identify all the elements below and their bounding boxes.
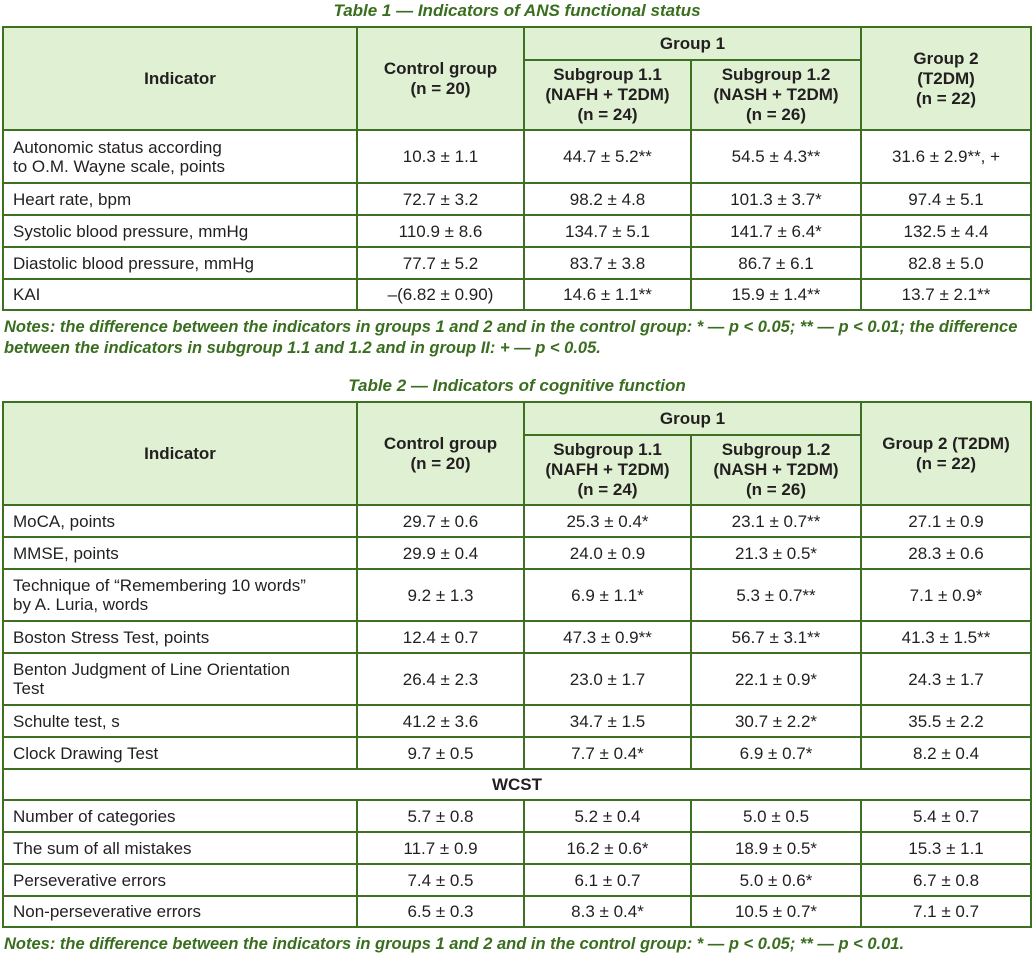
row-sub12: 86.7 ± 6.1 bbox=[691, 247, 861, 279]
section-label-wcst: WCST bbox=[3, 769, 1031, 800]
table1-header-sub12: Subgroup 1.2 (NASH + T2DM) (n = 26) bbox=[691, 60, 861, 130]
row-group2: 35.5 ± 2.2 bbox=[861, 705, 1031, 737]
table1-notes: Notes: the difference between the indicators in groups 1 and 2 and in the control group: * — p < 0.05; ** — p < 0.01; the difference between the indicators in subgroup 1.1 and 1.2 and in group II: + — p < 0.05. bbox=[4, 318, 1018, 357]
table-row bbox=[3, 800, 1031, 832]
table1-header-sub11: Subgroup 1.1 (NAFH + T2DM) (n = 24) bbox=[524, 60, 691, 130]
row-indicator: Non-perseverative errors bbox=[3, 896, 357, 927]
table-row bbox=[3, 621, 1031, 653]
row-indicator: Number of categories bbox=[3, 800, 357, 832]
row-indicator: Autonomic status according to O.M. Wayne scale, points bbox=[3, 130, 357, 183]
row-indicator: MMSE, points bbox=[3, 537, 357, 569]
row-group2: 27.1 ± 0.9 bbox=[861, 505, 1031, 537]
row-group2: 31.6 ± 2.9**, + bbox=[861, 130, 1031, 183]
table1-caption: Table 1 — Indicators of ANS functional status bbox=[333, 1, 701, 20]
row-control: 5.7 ± 0.8 bbox=[357, 800, 524, 832]
row-sub11: 25.3 ± 0.4* bbox=[524, 505, 691, 537]
row-indicator: The sum of all mistakes bbox=[3, 832, 357, 864]
row-control: 29.9 ± 0.4 bbox=[357, 537, 524, 569]
table-row bbox=[3, 864, 1031, 896]
row-sub12: 15.9 ± 1.4** bbox=[691, 279, 861, 310]
row-indicator: Heart rate, bpm bbox=[3, 183, 357, 215]
row-sub11: 24.0 ± 0.9 bbox=[524, 537, 691, 569]
row-sub11: 44.7 ± 5.2** bbox=[524, 130, 691, 183]
row-indicator: Systolic blood pressure, mmHg bbox=[3, 215, 357, 247]
table-row bbox=[3, 705, 1031, 737]
table1-header-group2: Group 2 (T2DM) (n = 22) bbox=[861, 27, 1031, 130]
row-control: 6.5 ± 0.3 bbox=[357, 896, 524, 927]
row-group2: 8.2 ± 0.4 bbox=[861, 737, 1031, 769]
row-sub11: 23.0 ± 1.7 bbox=[524, 653, 691, 705]
row-sub12: 5.0 ± 0.5 bbox=[691, 800, 861, 832]
row-sub12: 23.1 ± 0.7** bbox=[691, 505, 861, 537]
row-group2: 7.1 ± 0.9* bbox=[861, 569, 1031, 621]
row-indicator: Diastolic blood pressure, mmHg bbox=[3, 247, 357, 279]
row-group2: 28.3 ± 0.6 bbox=[861, 537, 1031, 569]
row-group2: 97.4 ± 5.1 bbox=[861, 183, 1031, 215]
row-indicator: Schulte test, s bbox=[3, 705, 357, 737]
table-row bbox=[3, 183, 1031, 215]
table2 bbox=[2, 401, 1032, 928]
row-sub12: 22.1 ± 0.9* bbox=[691, 653, 861, 705]
row-indicator: Technique of “Remembering 10 words” by A. Luria, words bbox=[3, 569, 357, 621]
table2-header-indicator: Indicator bbox=[3, 402, 357, 505]
row-sub12: 141.7 ± 6.4* bbox=[691, 215, 861, 247]
table-row bbox=[3, 279, 1031, 310]
table-row bbox=[3, 215, 1031, 247]
row-indicator: Perseverative errors bbox=[3, 864, 357, 896]
row-group2: 82.8 ± 5.0 bbox=[861, 247, 1031, 279]
row-sub11: 16.2 ± 0.6* bbox=[524, 832, 691, 864]
row-sub12: 21.3 ± 0.5* bbox=[691, 537, 861, 569]
row-sub11: 134.7 ± 5.1 bbox=[524, 215, 691, 247]
row-control: 41.2 ± 3.6 bbox=[357, 705, 524, 737]
row-control: 110.9 ± 8.6 bbox=[357, 215, 524, 247]
row-sub12: 56.7 ± 3.1** bbox=[691, 621, 861, 653]
row-control: 10.3 ± 1.1 bbox=[357, 130, 524, 183]
row-group2: 132.5 ± 4.4 bbox=[861, 215, 1031, 247]
table-row bbox=[3, 653, 1031, 705]
table1-header-group1: Group 1 bbox=[524, 27, 861, 60]
row-sub12: 18.9 ± 0.5* bbox=[691, 832, 861, 864]
row-control: 9.2 ± 1.3 bbox=[357, 569, 524, 621]
table-row bbox=[3, 896, 1031, 927]
table2-notes: Notes: the difference between the indicators in groups 1 and 2 and in the control group: * — p < 0.05; ** — p < 0.01. bbox=[4, 935, 905, 953]
row-control: –(6.82 ± 0.90) bbox=[357, 279, 524, 310]
row-sub12: 101.3 ± 3.7* bbox=[691, 183, 861, 215]
row-control: 11.7 ± 0.9 bbox=[357, 832, 524, 864]
row-control: 7.4 ± 0.5 bbox=[357, 864, 524, 896]
row-sub12: 6.9 ± 0.7* bbox=[691, 737, 861, 769]
row-indicator: Boston Stress Test, points bbox=[3, 621, 357, 653]
table-row bbox=[3, 505, 1031, 537]
row-control: 77.7 ± 5.2 bbox=[357, 247, 524, 279]
row-sub12: 5.3 ± 0.7** bbox=[691, 569, 861, 621]
table1 bbox=[2, 26, 1032, 311]
row-group2: 7.1 ± 0.7 bbox=[861, 896, 1031, 927]
row-control: 12.4 ± 0.7 bbox=[357, 621, 524, 653]
row-indicator: KAI bbox=[3, 279, 357, 310]
row-sub11: 34.7 ± 1.5 bbox=[524, 705, 691, 737]
table2-header-sub11: Subgroup 1.1 (NAFH + T2DM) (n = 24) bbox=[524, 435, 691, 505]
row-sub11: 7.7 ± 0.4* bbox=[524, 737, 691, 769]
row-sub12: 54.5 ± 4.3** bbox=[691, 130, 861, 183]
row-sub11: 83.7 ± 3.8 bbox=[524, 247, 691, 279]
row-sub11: 14.6 ± 1.1** bbox=[524, 279, 691, 310]
table2-header-group2: Group 2 (T2DM) (n = 22) bbox=[861, 402, 1031, 505]
table-row bbox=[3, 130, 1031, 183]
row-control: 26.4 ± 2.3 bbox=[357, 653, 524, 705]
row-control: 72.7 ± 3.2 bbox=[357, 183, 524, 215]
row-group2: 5.4 ± 0.7 bbox=[861, 800, 1031, 832]
row-group2: 6.7 ± 0.8 bbox=[861, 864, 1031, 896]
table2-header-group1: Group 1 bbox=[524, 402, 861, 435]
table2-header-control: Control group (n = 20) bbox=[357, 402, 524, 505]
table1-header-control: Control group (n = 20) bbox=[357, 27, 524, 130]
row-group2: 13.7 ± 2.1** bbox=[861, 279, 1031, 310]
table-row bbox=[3, 247, 1031, 279]
table2-caption: Table 2 — Indicators of cognitive function bbox=[348, 376, 686, 395]
table1-header-indicator: Indicator bbox=[3, 27, 357, 130]
table-row bbox=[3, 569, 1031, 621]
table-row bbox=[3, 537, 1031, 569]
row-sub11: 98.2 ± 4.8 bbox=[524, 183, 691, 215]
row-sub11: 47.3 ± 0.9** bbox=[524, 621, 691, 653]
row-indicator: Clock Drawing Test bbox=[3, 737, 357, 769]
row-control: 9.7 ± 0.5 bbox=[357, 737, 524, 769]
row-sub11: 5.2 ± 0.4 bbox=[524, 800, 691, 832]
row-sub12: 10.5 ± 0.7* bbox=[691, 896, 861, 927]
row-control: 29.7 ± 0.6 bbox=[357, 505, 524, 537]
row-sub11: 6.9 ± 1.1* bbox=[524, 569, 691, 621]
row-sub11: 8.3 ± 0.4* bbox=[524, 896, 691, 927]
table-row bbox=[3, 832, 1031, 864]
row-group2: 41.3 ± 1.5** bbox=[861, 621, 1031, 653]
row-sub11: 6.1 ± 0.7 bbox=[524, 864, 691, 896]
row-indicator: MoCA, points bbox=[3, 505, 357, 537]
section-row bbox=[3, 769, 1031, 800]
row-indicator: Benton Judgment of Line Orientation Test bbox=[3, 653, 357, 705]
table-row bbox=[3, 737, 1031, 769]
table2-header-sub12: Subgroup 1.2 (NASH + T2DM) (n = 26) bbox=[691, 435, 861, 505]
row-sub12: 30.7 ± 2.2* bbox=[691, 705, 861, 737]
row-group2: 24.3 ± 1.7 bbox=[861, 653, 1031, 705]
row-group2: 15.3 ± 1.1 bbox=[861, 832, 1031, 864]
row-sub12: 5.0 ± 0.6* bbox=[691, 864, 861, 896]
